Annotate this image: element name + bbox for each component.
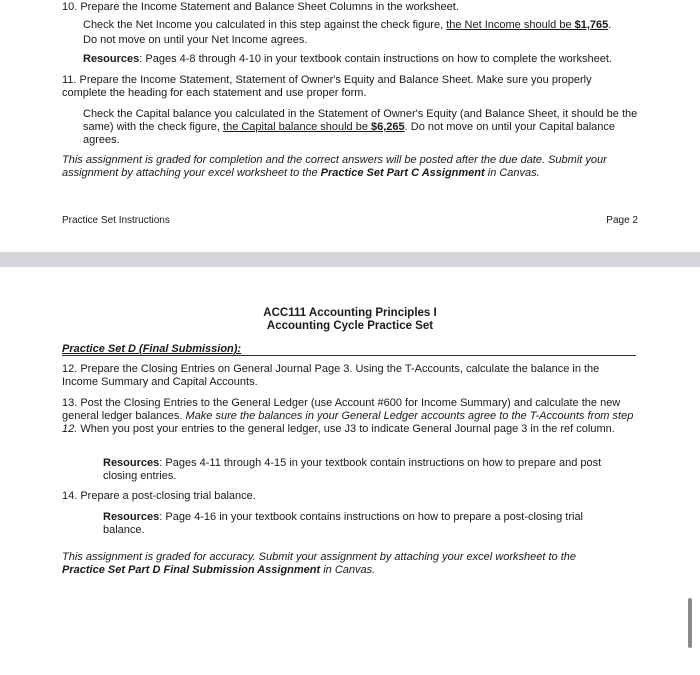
item-11-check-link: the Capital balance should be: [223, 121, 372, 133]
item-10-check-figure: [446, 19, 608, 31]
item-10-resources-label: Resources: [83, 53, 140, 65]
page1-grading-prefix: This assignment is graded for completion and the correct answers will be posted after the due date. Submit your assignment by attaching your excel worksheet to the: [62, 154, 607, 179]
item-11-text: 11. Prepare the Income Statement, Statement of Owner's Equity and Balance Sheet. Make sure you properly complete the heading for each statement and use proper form.: [62, 74, 592, 99]
item-11-check-prefix: Check the Capital balance you calculated in the Statement of Owner's Equity (and Balance Sheet, it should be the same) with the check figure,: [83, 108, 638, 133]
page1-grading-suffix: in Canvas.: [484, 167, 540, 179]
item-14-resources-text: : Page 4-16 in your textbook contains instructions on how to prepare a post-closing trial balance.: [103, 511, 584, 536]
item-14-resources-label: Resources: [103, 511, 160, 523]
page2-grading-note: [62, 551, 612, 577]
item-10-check-suffix: .: [608, 19, 612, 31]
item-13-resources-text: : Pages 4-11 through 4-15 in your textbook contain instructions on how to prepare and post closing entries.: [103, 457, 602, 482]
item-10-resources: [83, 53, 653, 66]
item-13-prefix: 13. Post the Closing Entries to the General Ledger (use Account #600 for Income Summary) and calculate the new general ledger balances.: [62, 397, 621, 422]
item-10-check-prefix: Check the Net Income you calculated in this step against the check figure,: [83, 19, 447, 31]
page1-grading-note: [62, 154, 642, 180]
item-12-text: 12. Prepare the Closing Entries on General Journal Page 3. Using the T-Accounts, calculate the balance in the Income Summary and Capital Accounts.: [62, 363, 600, 388]
page2-title-course: ACC111 Accounting Principles I: [263, 307, 437, 319]
item-10-text: 10. Prepare the Income Statement and Balance Sheet Columns in the worksheet.: [62, 1, 459, 13]
item-11-check-figure: [223, 121, 405, 133]
item-10-check-amount: $1,765: [574, 19, 609, 31]
page1-footer-page-number: Page 2: [606, 215, 638, 226]
item-10-check: [83, 19, 653, 32]
page1-footer-left: Practice Set Instructions: [62, 215, 170, 226]
section-rule: [62, 355, 636, 356]
page2-grading-assignment: Practice Set Part D Final Submission Assignment: [62, 564, 321, 576]
item-14-resources: [103, 511, 613, 537]
item-10-check-link: the Net Income should be: [446, 19, 575, 31]
item-11-check-suffix: . Do not move on until your Capital balance agrees.: [83, 121, 616, 146]
page2-grading-prefix: This assignment is graded for accuracy. Submit your assignment by attaching your excel worksheet to the: [62, 551, 576, 563]
item-13-resources: [103, 457, 633, 483]
item-13-italic: Make sure the balances in your General Ledger accounts agree to the T-Accounts from step 12.: [62, 410, 634, 435]
item-11-check: [83, 108, 638, 147]
vertical-scrollbar[interactable]: [688, 598, 692, 648]
item-10-resources-text: : Pages 4-8 through 4-10 in your textbook contain instructions on how to complete the worksheet.: [139, 53, 612, 65]
item-11-check-amount: $6,265: [371, 121, 405, 133]
item-14-text: 14. Prepare a post-closing trial balance.: [62, 490, 256, 502]
page2-grading-suffix: in Canvas.: [320, 564, 376, 576]
item-13-resources-label: Resources: [103, 457, 160, 469]
item-13-text: [62, 397, 639, 436]
item-10-check-line2: Do not move on until your Net Income agrees.: [83, 34, 308, 46]
page-separator: [0, 252, 700, 267]
page2-title-subtitle: Accounting Cycle Practice Set: [266, 320, 434, 332]
section-heading-text: Practice Set D (Final Submission):: [62, 343, 242, 355]
page1-grading-assignment: Practice Set Part C Assignment: [320, 167, 485, 179]
item-13-suffix: When you post your entries to the general ledger, use J3 to indicate General Journal page 3 in the ref column.: [77, 423, 615, 435]
